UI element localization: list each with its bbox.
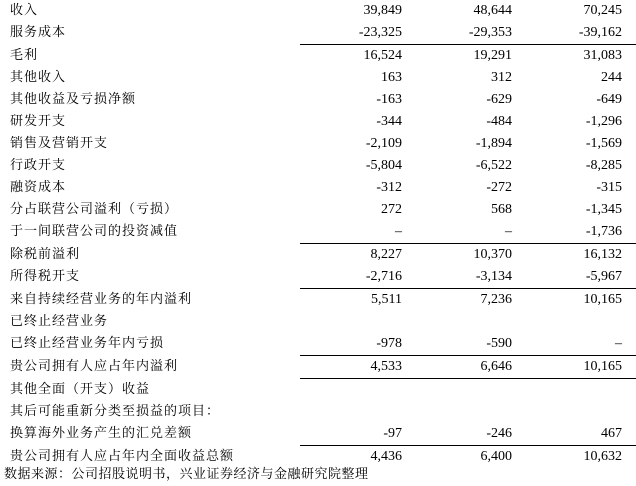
value-col2: 312 <box>491 70 512 85</box>
table-row <box>0 177 636 199</box>
value-col3: -8,285 <box>585 158 622 173</box>
value-col1: -978 <box>300 333 410 356</box>
row-label: 贵公司拥有人应占年内溢利 <box>10 359 179 374</box>
value-col3: 31,083 <box>583 48 622 63</box>
value-col3: 244 <box>601 70 622 85</box>
value-col2: 6,400 <box>480 449 512 464</box>
value-col3: -1,736 <box>520 221 636 244</box>
row-label: 来自持续经营业务的年内溢利 <box>10 291 193 307</box>
row-label: 研发开支 <box>10 114 67 129</box>
value-col3: 467 <box>520 423 636 446</box>
row-label: 其后可能重新分类至损益的项目： <box>10 404 221 419</box>
value-col1: 8,227 <box>370 247 402 262</box>
value-col3: -649 <box>596 92 622 107</box>
value-col1: -312 <box>376 180 402 195</box>
value-col3: -1,296 <box>585 114 622 129</box>
value-col3: -1,569 <box>585 136 622 151</box>
table-row <box>0 111 636 133</box>
table-row <box>0 379 636 402</box>
value-col2: 6,646 <box>410 356 520 379</box>
value-col3: 10,632 <box>583 449 622 464</box>
table-row <box>0 423 636 446</box>
row-label: 除税前溢利 <box>10 246 81 262</box>
value-col2: 7,236 <box>480 292 512 307</box>
value-col2: – <box>410 221 520 244</box>
table-row <box>0 311 636 333</box>
table-row <box>0 401 636 423</box>
value-col3: – <box>520 333 636 356</box>
value-col3: 10,165 <box>583 292 622 307</box>
row-label: 所得税开支 <box>10 269 81 285</box>
value-col2: -6,522 <box>475 158 512 173</box>
value-col2: -3,134 <box>410 266 520 289</box>
value-col3 <box>520 311 636 333</box>
row-label: 收入 <box>10 3 39 18</box>
value-col1: 16,524 <box>363 48 402 63</box>
row-label: 分占联营公司溢利（亏损） <box>10 202 179 217</box>
value-col1: -97 <box>300 423 410 446</box>
value-col1: -163 <box>376 92 402 107</box>
value-col3: 16,132 <box>583 247 622 262</box>
value-col3: 10,165 <box>520 356 636 379</box>
table-row <box>0 89 636 111</box>
value-col1 <box>300 311 410 333</box>
row-label: 服务成本 <box>10 25 67 41</box>
value-col2: 19,291 <box>473 48 512 63</box>
row-label: 贵公司拥有人应占年内全面收益总额 <box>10 448 235 464</box>
value-col1 <box>300 401 410 423</box>
table-row <box>0 333 636 356</box>
value-col2 <box>410 379 520 402</box>
row-label: 其他收入 <box>10 70 67 85</box>
value-col3 <box>520 401 636 423</box>
value-col2 <box>410 401 520 423</box>
value-col2: 10,370 <box>473 247 512 262</box>
value-col3: -39,162 <box>520 22 636 45</box>
value-col3: -1,345 <box>585 202 622 217</box>
value-col3 <box>520 379 636 402</box>
row-label: 融资成本 <box>10 180 67 195</box>
data-source-note: 数据来源：公司招股说明书，兴业证券经济与金融研究院整理 <box>4 467 369 482</box>
value-col1: -23,325 <box>300 22 410 45</box>
value-col2: -484 <box>486 114 512 129</box>
value-col2: 568 <box>491 202 512 217</box>
value-col1: -2,716 <box>300 266 410 289</box>
value-col1: 5,511 <box>371 292 402 307</box>
value-col3: -5,967 <box>520 266 636 289</box>
table-row <box>0 356 636 379</box>
table-row <box>0 289 636 312</box>
value-col1: – <box>300 221 410 244</box>
value-col2: -246 <box>410 423 520 446</box>
value-col2: -29,353 <box>410 22 520 45</box>
value-col1: 4,436 <box>370 449 402 464</box>
table-row <box>0 133 636 155</box>
value-col1: 163 <box>381 70 402 85</box>
value-col2: -272 <box>486 180 512 195</box>
row-label: 其他收益及亏损净额 <box>10 92 137 107</box>
value-col1: -344 <box>376 114 402 129</box>
value-col1: -5,804 <box>365 158 402 173</box>
table-row <box>0 244 636 267</box>
value-col2: 48,644 <box>473 3 512 18</box>
value-col2: -590 <box>410 333 520 356</box>
row-label: 行政开支 <box>10 158 67 173</box>
value-col3: 70,245 <box>583 3 622 18</box>
row-label: 毛利 <box>10 47 39 63</box>
table-row <box>0 0 636 22</box>
value-col1: 272 <box>381 202 402 217</box>
row-label: 其他全面（开支）收益 <box>10 381 151 397</box>
value-col1: -2,109 <box>365 136 402 151</box>
row-label: 换算海外业务产生的汇兑差额 <box>10 426 193 442</box>
table-row <box>0 155 636 177</box>
row-label: 于一间联营公司的投资减值 <box>10 224 179 240</box>
value-col2: -1,894 <box>475 136 512 151</box>
value-col1 <box>300 379 410 402</box>
table-row <box>0 22 636 45</box>
table-row <box>0 199 636 221</box>
value-col1: 39,849 <box>363 3 402 18</box>
table-row <box>0 45 636 68</box>
value-col3: -315 <box>596 180 622 195</box>
table-row <box>0 67 636 89</box>
value-col2: -629 <box>486 92 512 107</box>
row-label: 已终止经营业务年内亏损 <box>10 336 165 352</box>
value-col2 <box>410 311 520 333</box>
table-row <box>0 221 636 244</box>
table-row <box>0 266 636 289</box>
row-label: 销售及营销开支 <box>10 136 109 151</box>
row-label: 已终止经营业务 <box>10 314 109 329</box>
value-col1: 4,533 <box>300 356 410 379</box>
